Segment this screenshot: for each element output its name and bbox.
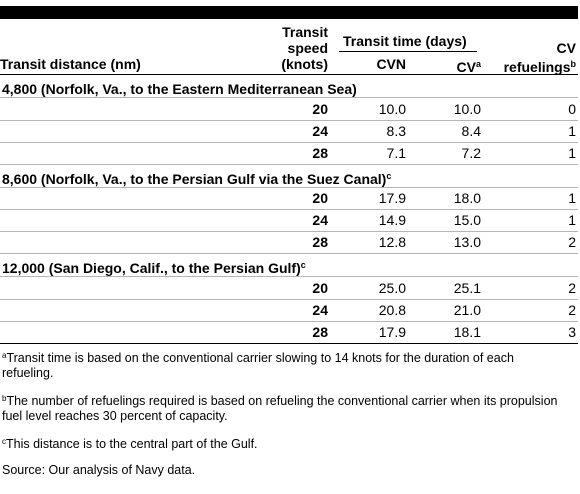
row-divider [0, 142, 578, 143]
row-divider [0, 209, 578, 210]
header-ref-label: refuelings [503, 59, 571, 75]
cell-cvn: 25.0 [378, 280, 406, 296]
cell-refuelings: 2 [568, 234, 576, 250]
footnote-c-mark: c [2, 437, 6, 446]
cell-cvn: 7.1 [386, 145, 406, 161]
cell-speed: 28 [312, 234, 328, 250]
cell-cvn: 17.9 [378, 190, 406, 206]
cell-speed: 24 [312, 302, 328, 318]
header-ref-line1: CV [556, 40, 576, 56]
row-divider [0, 164, 578, 165]
row-divider [0, 276, 578, 277]
footnote-a-mark: a [2, 351, 7, 360]
section-title-1-text: 4,800 (Norfolk, Va., to the Eastern Mediterranean Sea) [2, 81, 357, 97]
header-cv-label: CV [456, 59, 476, 75]
cell-refuelings: 1 [568, 190, 576, 206]
cell-cv: 18.1 [453, 324, 481, 340]
cell-cvn: 17.9 [378, 324, 406, 340]
footnote-a [2, 348, 562, 381]
cell-cvn: 14.9 [378, 212, 406, 228]
header-cv [457, 56, 481, 75]
footnote-b-mark: b [2, 394, 7, 403]
cell-speed: 28 [312, 145, 328, 161]
cell-cv: 15.0 [453, 212, 481, 228]
cell-cv: 8.4 [461, 123, 481, 139]
header-transit-time-group: Transit time (days) [343, 33, 467, 49]
header-bottom-rule [0, 74, 578, 75]
cell-refuelings: 3 [568, 324, 576, 340]
cell-cvn: 10.0 [378, 101, 406, 117]
header-cv-footnote-mark: a [475, 59, 481, 69]
header-transit-distance: Transit distance (nm) [0, 56, 141, 72]
cell-cv: 10.0 [453, 101, 481, 117]
footnote-a-text: Transit time is based on the conventional carrier slowing to 14 knots for the duration of each refueling. [2, 351, 514, 380]
cell-cv: 25.1 [453, 280, 481, 296]
cell-cvn: 12.8 [378, 234, 406, 250]
footnote-c-text: This distance is to the central part of the Gulf. [6, 437, 258, 451]
table-top-rule [0, 6, 578, 19]
section-title-3-text: 12,000 (San Diego, Calif., to the Persian Gulf) [2, 260, 301, 276]
footnote-b [2, 391, 562, 424]
cell-refuelings: 0 [568, 101, 576, 117]
cell-cv: 7.2 [461, 145, 481, 161]
section-title-2 [2, 168, 391, 188]
header-transit-speed [281, 24, 328, 72]
header-ref-footnote-mark: b [570, 59, 576, 69]
header-group-underline [339, 51, 477, 52]
cell-refuelings: 1 [568, 212, 576, 228]
section-title-3 [2, 257, 306, 277]
section-title-2-footnote-mark: c [386, 171, 392, 181]
cell-speed: 20 [312, 280, 328, 296]
row-divider [0, 231, 578, 232]
cell-speed: 20 [312, 101, 328, 117]
cell-refuelings: 2 [568, 302, 576, 318]
cell-speed: 24 [312, 123, 328, 139]
cell-cvn: 8.3 [386, 123, 406, 139]
cell-refuelings: 1 [568, 123, 576, 139]
row-divider [0, 97, 578, 98]
footnote-b-text: The number of refuelings required is based on refueling the conventional carrier when its propulsion fuel level reaches 30 percent of capacity. [2, 394, 558, 423]
section-title-2-text: 8,600 (Norfolk, Va., to the Persian Gulf via the Suez Canal) [2, 171, 387, 187]
cell-cv: 21.0 [453, 302, 481, 318]
footnote-c [2, 434, 562, 452]
cell-speed: 28 [312, 324, 328, 340]
header-speed-line1: Transit [282, 24, 328, 40]
cell-cvn: 20.8 [378, 302, 406, 318]
table-bottom-rule [0, 343, 578, 344]
cell-refuelings: 2 [568, 280, 576, 296]
header-ref-line2 [504, 56, 576, 75]
cell-refuelings: 1 [568, 145, 576, 161]
header-cvn: CVN [376, 56, 406, 72]
header-speed-line2: speed [287, 40, 328, 56]
cell-cv: 18.0 [453, 190, 481, 206]
cell-speed: 20 [312, 190, 328, 206]
cell-cv: 13.0 [453, 234, 481, 250]
section-title-3-footnote-mark: c [300, 260, 306, 270]
section-title-1 [2, 78, 357, 98]
header-speed-line3: (knots) [281, 56, 328, 72]
header-cv-refuelings [504, 40, 576, 75]
source-note: Source: Our analysis of Navy data. [2, 463, 196, 477]
row-divider [0, 299, 578, 300]
cell-speed: 24 [312, 212, 328, 228]
row-divider [0, 253, 578, 254]
row-divider [0, 187, 578, 188]
row-divider [0, 120, 578, 121]
row-divider [0, 321, 578, 322]
